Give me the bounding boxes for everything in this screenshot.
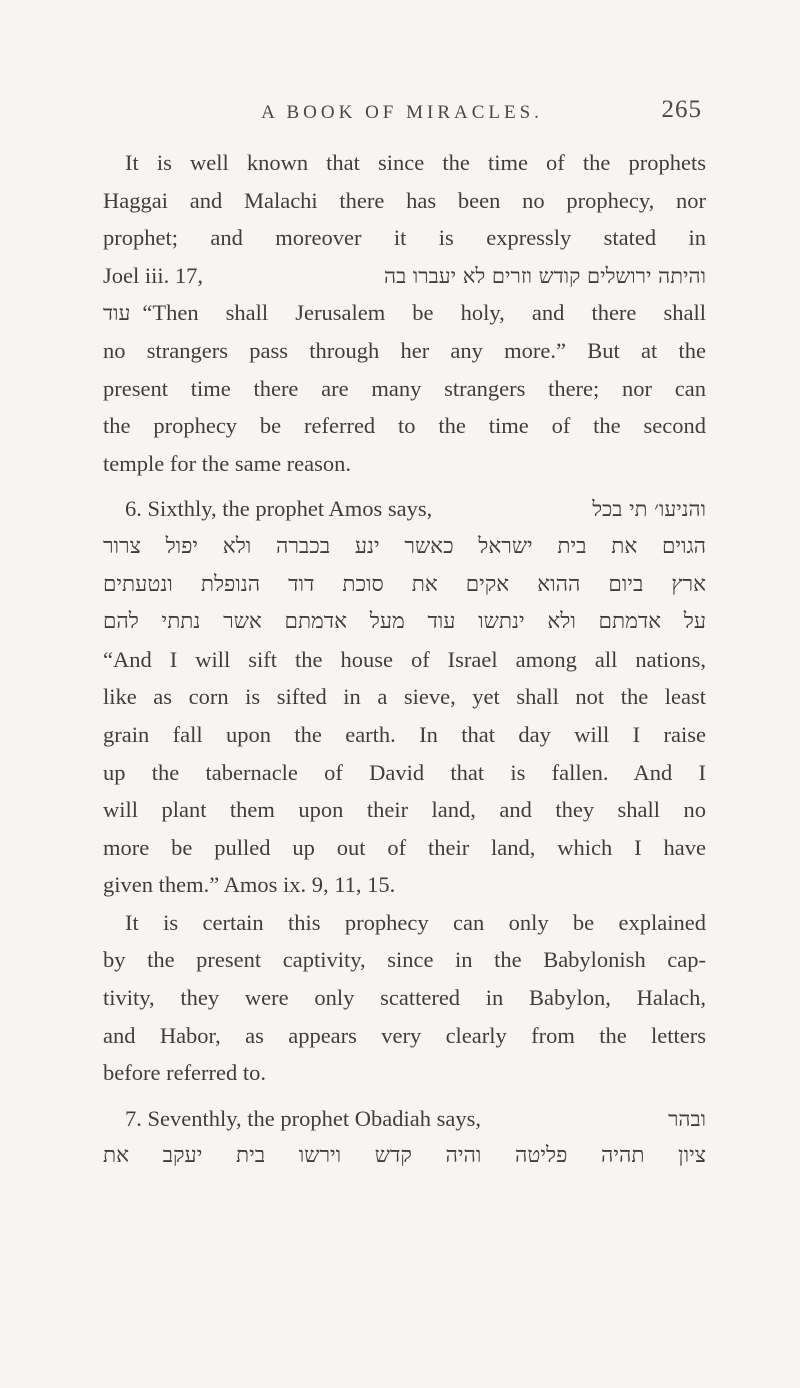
citation-text: Joel iii. 17, xyxy=(103,262,203,288)
text-line: up the tabernacle of David that is fallen. And I xyxy=(103,759,706,785)
text-line: prophet; and moreover it is expressly stated in xyxy=(103,225,706,251)
hebrew-line: ארץ ביום ההוא אקים את סוכת דוד הנופלת ונטעתים xyxy=(103,571,706,597)
text-line: no strangers pass through her any more.” But at the xyxy=(103,337,706,363)
intro-text: 7. Seventhly, the prophet Obadiah says, xyxy=(125,1105,481,1131)
page-number: 265 xyxy=(661,96,702,123)
text-line: “And I will sift the house of Israel among all nations, xyxy=(103,646,706,672)
hebrew-line: הגוים את בית ישראל כאשר ינע בכברה ולא יפול צרור xyxy=(103,533,706,559)
translation-text: “Then shall Jerusalem be holy, and there shall xyxy=(142,300,706,326)
text-line: Haggai and Malachi there has been no prophecy, nor xyxy=(103,187,706,213)
paragraph-2 xyxy=(103,490,706,904)
text-line: more be pulled up out of their land, which I have xyxy=(103,834,706,860)
running-title: A BOOK OF MIRACLES. xyxy=(261,102,543,123)
running-head xyxy=(102,96,702,136)
paragraph-4 xyxy=(103,1100,706,1175)
text-line: grain fall upon the earth. In that day will I raise xyxy=(103,721,706,747)
text-line: by the present captivity, since in the Babylonish cap- xyxy=(103,947,706,973)
text-line xyxy=(103,490,706,528)
text-line: tivity, they were only scattered in Babylon, Halach, xyxy=(103,985,706,1011)
text-line: present time there are many strangers there; nor can xyxy=(103,375,706,401)
text-line: given them.” Amos ix. 9, 11, 15. xyxy=(103,872,396,898)
hebrew-quote: עוד xyxy=(103,301,131,326)
hebrew-line: ציון תהיה פליטה והיה קדש וירשו בית יעקב את xyxy=(103,1143,706,1169)
text-line: like as corn is sifted in a sieve, yet shall not the least xyxy=(103,684,706,710)
hebrew-quote: והניעו׳ תי בכל xyxy=(592,497,706,522)
text-line: and Habor, as appears very clearly from the letters xyxy=(103,1022,706,1048)
text-line: will plant them upon their land, and they shall no xyxy=(103,797,706,823)
intro-text: 6. Sixthly, the prophet Amos says, xyxy=(125,496,433,522)
hebrew-quote: והיתה ירושלים קודש וזרים לא יעברו בה xyxy=(384,263,706,288)
hebrew-quote: ובהר xyxy=(668,1106,706,1131)
hebrew-line: על אדמתם ולא ינתשו עוד מעל אדמתם אשר נתתי להם xyxy=(103,609,706,635)
text-line xyxy=(103,294,706,332)
text-line: the prophecy be referred to the time of the second xyxy=(103,413,706,439)
text-line xyxy=(103,257,706,295)
text-line: before referred to. xyxy=(103,1060,267,1086)
text-line xyxy=(103,1100,706,1138)
paragraph-3 xyxy=(103,904,706,1092)
body-text xyxy=(103,144,706,1175)
paragraph-1 xyxy=(103,144,706,482)
text-line: temple for the same reason. xyxy=(103,450,352,476)
text-line: It is certain this prophecy can only be explained xyxy=(125,909,706,935)
text-line: It is well known that since the time of the prophets xyxy=(125,150,706,175)
